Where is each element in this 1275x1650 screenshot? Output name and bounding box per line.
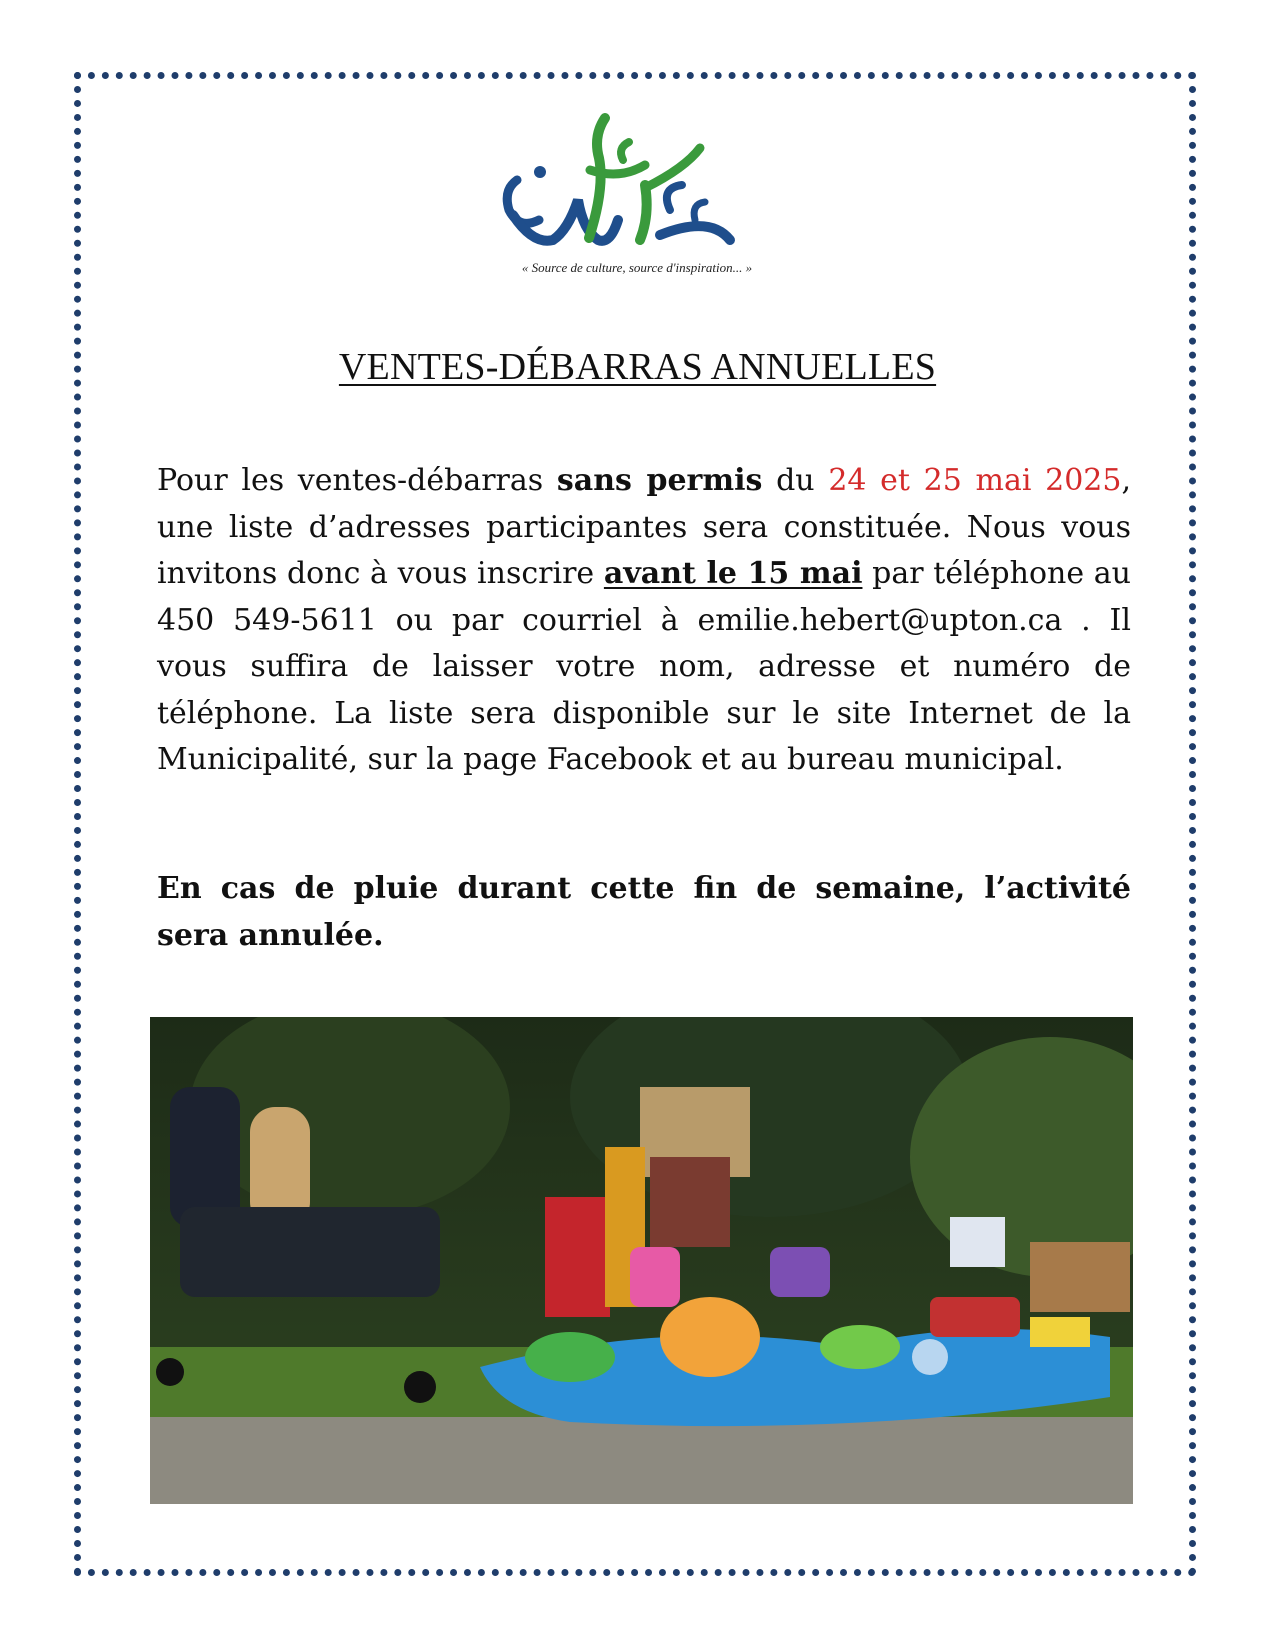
paragraph-body-1: , une liste d’adresses participantes sera constituée. Nous vous invitons donc à vous inscrire xyxy=(157,463,1132,591)
logo-tagline: « Source de culture, source d'inspiration... » xyxy=(521,260,753,275)
sans-permis-emphasis: sans permis xyxy=(556,463,763,498)
registration-deadline: avant le 15 mai xyxy=(603,556,863,591)
rain-cancellation-notice: En cas de pluie durant cette fin de semaine, l’activité sera annulée. xyxy=(157,871,1131,953)
garage-sale-photo xyxy=(150,1017,1133,1504)
paragraph-intro: Pour les ventes-débarras xyxy=(157,463,557,498)
page-title-text: VENTES-DÉBARRAS ANNUELLES xyxy=(338,346,937,388)
page-title xyxy=(0,345,1275,389)
paragraph-body-2: par téléphone au 450 549-5611 ou par courriel à emilie.hebert@upton.ca . Il vous suffira de laisser votre nom, adresse et numéro de téléphone. La liste sera disponible sur le site Internet de la Municipalité, sur la page Facebook et au bureau municipal. xyxy=(157,556,1131,777)
paragraph-du: du xyxy=(762,463,829,498)
event-dates: 24 et 25 mai 2025 xyxy=(828,463,1122,498)
info-paragraph xyxy=(157,458,1131,784)
municipality-logo xyxy=(495,110,780,285)
